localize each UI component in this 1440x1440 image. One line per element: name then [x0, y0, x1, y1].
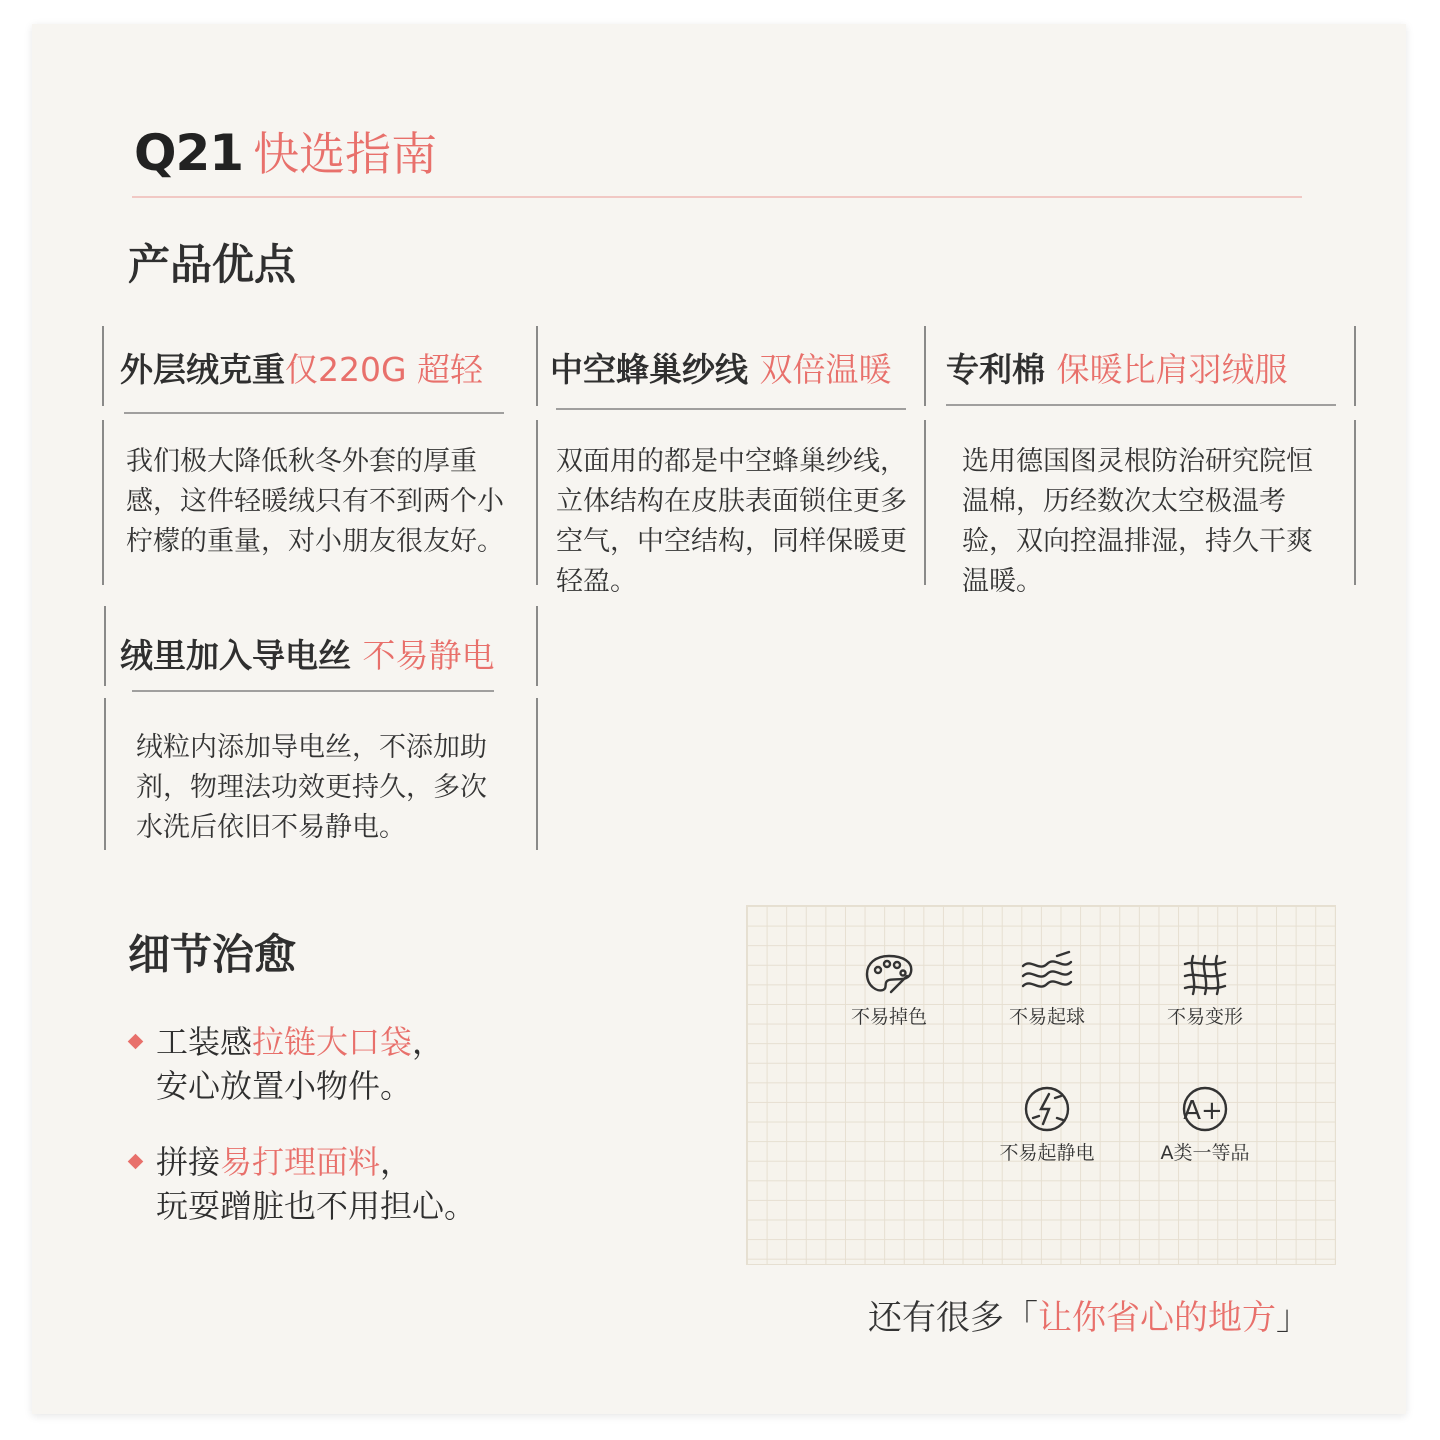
bullet-highlight: 拉链大口袋: [252, 1023, 413, 1061]
card-divider: [132, 690, 494, 692]
card-border: [102, 420, 104, 585]
card-heading: [120, 344, 483, 391]
feature-label: 不易掉色: [850, 1006, 927, 1028]
feature-item: [977, 950, 1117, 1029]
card-heading-highlight: 仅220G 超轻: [285, 350, 484, 389]
card-heading-highlight: 不易静电: [362, 636, 495, 675]
feature-label: A类一等品: [1160, 1142, 1250, 1164]
feature-item: [977, 1084, 1117, 1165]
card-divider: [556, 408, 906, 410]
bullet-line-1: 工装感拉链大口袋，: [156, 1023, 445, 1061]
card-description: 我们极大降低秋冬外套的厚重感，这件轻暖绒只有不到两个小柠檬的重量，对小朋友很友好。: [126, 446, 504, 557]
feature-item: [1135, 950, 1275, 1029]
grade-a-icon: [1135, 1084, 1275, 1134]
card-border: [536, 698, 538, 850]
card-heading-highlight: 双倍温暖: [759, 350, 892, 389]
card-description: 选用德国图灵根防治研究院恒温棉，历经数次太空极温考验，双向控温排湿，持久干爽温暖。: [962, 446, 1313, 597]
features-grid-panel: [746, 905, 1336, 1265]
card-heading-highlight: 保暖比肩羽绒服: [1056, 350, 1288, 389]
card-heading-text: 绒里加入导电丝: [120, 636, 351, 675]
model-name: Q21: [134, 124, 244, 182]
card-border: [536, 420, 538, 585]
card-border: [536, 606, 538, 686]
bullet-highlight: 易打理面料: [220, 1143, 381, 1181]
card-heading-text: 专利棉: [946, 350, 1045, 389]
card-border: [924, 420, 926, 585]
card-border: [104, 606, 106, 686]
card-border: [536, 326, 538, 406]
footer-tagline: 还有很多「让你省心的地方」: [868, 1298, 1310, 1338]
feature-label: 不易起静电: [999, 1142, 1095, 1164]
card-description: 双面用的都是中空蜂巢纱线，立体结构在皮肤表面锁住更多空气，中空结构，同样保暖更轻盈。: [556, 446, 907, 597]
card-border: [1354, 420, 1356, 585]
feature-item: [819, 950, 959, 1029]
card-heading-text: 外层绒克重: [120, 350, 285, 389]
card-heading: [120, 630, 495, 677]
footer-highlight: 让你省心的地方: [1038, 1298, 1276, 1338]
page-title: [134, 118, 437, 184]
guide-title: 快选指南: [253, 127, 438, 181]
card-heading: [550, 344, 892, 391]
detail-bullet: [156, 1020, 444, 1108]
bullet-line-1: 拼接易打理面料，: [156, 1143, 413, 1181]
bullet-line-2: 玩耍蹭脏也不用担心。: [156, 1187, 477, 1225]
card-border: [104, 698, 106, 850]
advantages-section-title: 产品优点: [128, 240, 297, 289]
feature-label: 不易起球: [1008, 1006, 1085, 1028]
shape-icon: [1135, 950, 1275, 998]
static-icon: [977, 1084, 1117, 1134]
title-divider: [132, 196, 1302, 198]
grade-a-glyph: A+: [1183, 1096, 1223, 1126]
details-section-title: 细节治愈: [128, 930, 297, 979]
feature-label: 不易变形: [1166, 1006, 1243, 1028]
card-border: [102, 326, 104, 406]
bullet-line-2: 安心放置小物件。: [156, 1067, 413, 1105]
palette-icon: [819, 950, 959, 998]
pilling-icon: [977, 950, 1117, 998]
card-border: [924, 326, 926, 406]
detail-bullet: [156, 1140, 476, 1228]
card-divider: [946, 404, 1336, 406]
card-description: 绒粒内添加导电丝，不添加助剂，物理法功效更持久，多次水洗后依旧不易静电。: [136, 732, 487, 843]
feature-item: [1135, 1084, 1275, 1165]
card-heading-text: 中空蜂巢纱线: [550, 350, 748, 389]
card-border: [1354, 326, 1356, 406]
card-divider: [124, 412, 504, 414]
card-heading: [946, 344, 1288, 391]
